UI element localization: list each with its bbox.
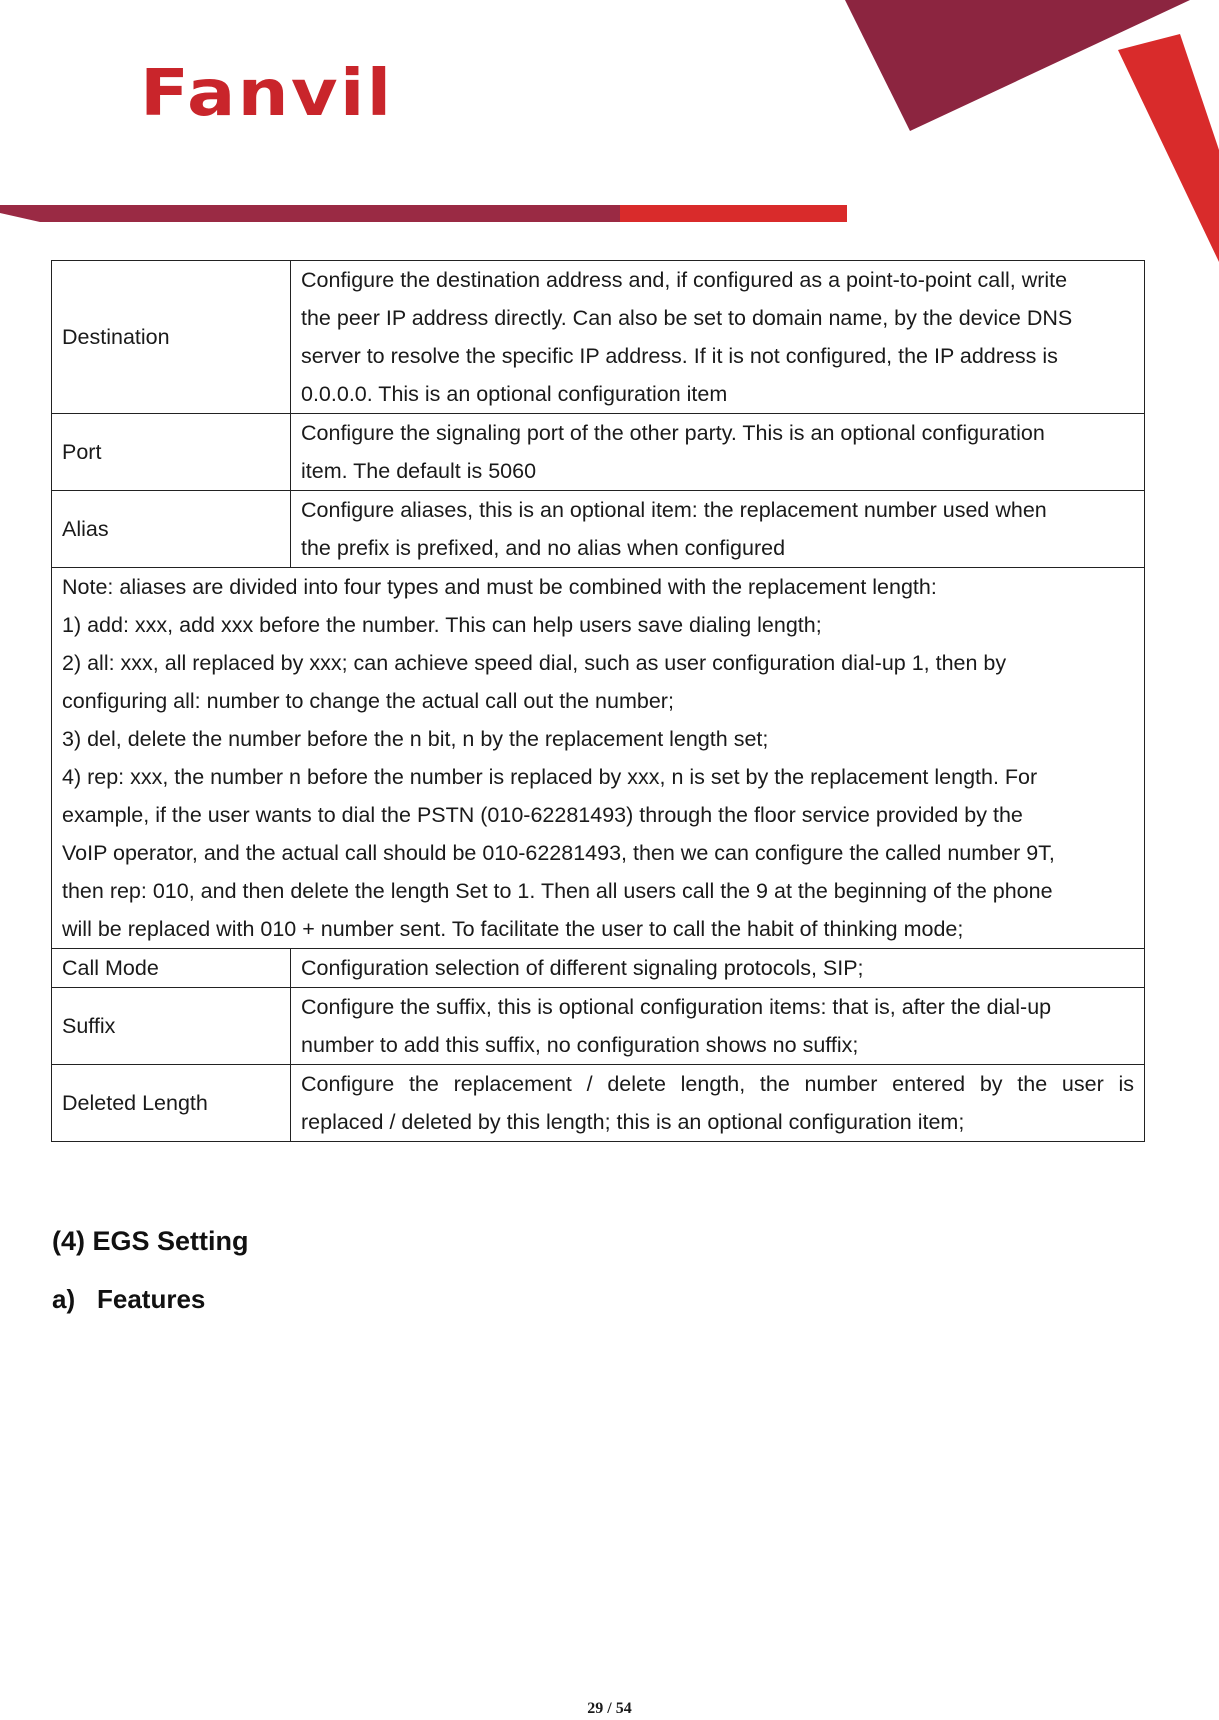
note-line: 1) add: xxx, add xxx before the number. This can help users save dialing length;: [62, 613, 822, 637]
alias-note: [52, 568, 1145, 949]
note-line: Note: aliases are divided into four types and must be combined with the replacement length:: [62, 575, 937, 599]
param-desc: [291, 491, 1145, 568]
table-row-note: [52, 568, 1145, 949]
note-line: configuring all: number to change the actual call out the number;: [62, 689, 674, 713]
desc-line: Configure the replacement / delete length, the number entered by the user is: [301, 1072, 1134, 1096]
note-line: 3) del, delete the number before the n bit, n by the replacement length set;: [62, 727, 769, 751]
desc-line: Configure the suffix, this is optional configuration items: that is, after the dial-up: [301, 995, 1052, 1019]
note-line: example, if the user wants to dial the PSTN (010-62281493) through the floor service provided by the: [62, 803, 1023, 827]
bright-red-triangle: [1118, 34, 1219, 262]
table-row: [52, 949, 1145, 988]
parameter-table: [51, 260, 1145, 1142]
note-line: will be replaced with 010 + number sent. To facilitate the user to call the habit of thinking mode;: [62, 917, 964, 941]
param-name: Destination: [52, 261, 291, 414]
table-row: [52, 491, 1145, 568]
subsection-label: a): [52, 1284, 76, 1314]
param-desc: [291, 949, 1145, 988]
note-line: VoIP operator, and the actual call should be 010-62281493, then we can configure the called number 9T,: [62, 841, 1055, 865]
fanvil-logo: Fanvil: [140, 57, 394, 131]
note-line: 4) rep: xxx, the number n before the number is replaced by xxx, n is set by the replacement length. For: [62, 765, 1038, 789]
desc-line: the peer IP address directly. Can also be set to domain name, by the device DNS: [301, 306, 1073, 330]
note-line: then rep: 010, and then delete the length Set to 1. Then all users call the 9 at the beginning of the phone: [62, 879, 1053, 903]
param-desc: [291, 1065, 1145, 1142]
table-row: [52, 261, 1145, 414]
param-name: Port: [52, 414, 291, 491]
note-line: 2) all: xxx, all replaced by xxx; can achieve speed dial, such as user configuration dial-up 1, then by: [62, 651, 1007, 675]
desc-line: the prefix is prefixed, and no alias when configured: [301, 536, 786, 560]
desc-line: server to resolve the specific IP address. If it is not configured, the IP address is: [301, 344, 1058, 368]
param-desc: [291, 261, 1145, 414]
param-name: Suffix: [52, 988, 291, 1065]
subsection-title: Features: [97, 1284, 206, 1314]
desc-line: item. The default is 5060: [301, 459, 537, 483]
section-heading: (4) EGS Setting: [52, 1226, 249, 1256]
header-bar-fade: [0, 205, 620, 222]
param-desc: [291, 414, 1145, 491]
param-name: Alias: [52, 491, 291, 568]
param-name: Call Mode: [52, 949, 291, 988]
header-decoration: [0, 0, 1219, 270]
param-desc: [291, 988, 1145, 1065]
subsection-heading: [52, 1284, 205, 1315]
desc-line: number to add this suffix, no configuration shows no suffix;: [301, 1033, 859, 1057]
page-number: 29 / 54: [587, 1700, 632, 1717]
desc-line: Configure aliases, this is an optional item: the replacement number used when: [301, 498, 1047, 522]
param-name: Deleted Length: [52, 1065, 291, 1142]
table-row: [52, 1065, 1145, 1142]
table-row: [52, 414, 1145, 491]
desc-line: Configure the destination address and, if configured as a point-to-point call, write: [301, 268, 1068, 292]
desc-line: Configuration selection of different signaling protocols, SIP;: [301, 956, 864, 980]
desc-line: replaced / deleted by this length; this is an optional configuration item;: [301, 1110, 965, 1134]
table-row: [52, 988, 1145, 1065]
desc-line: 0.0.0.0. This is an optional configuration item: [301, 382, 728, 406]
desc-line: Configure the signaling port of the other party. This is an optional configuration: [301, 421, 1045, 445]
header-bar-red: [620, 205, 847, 222]
